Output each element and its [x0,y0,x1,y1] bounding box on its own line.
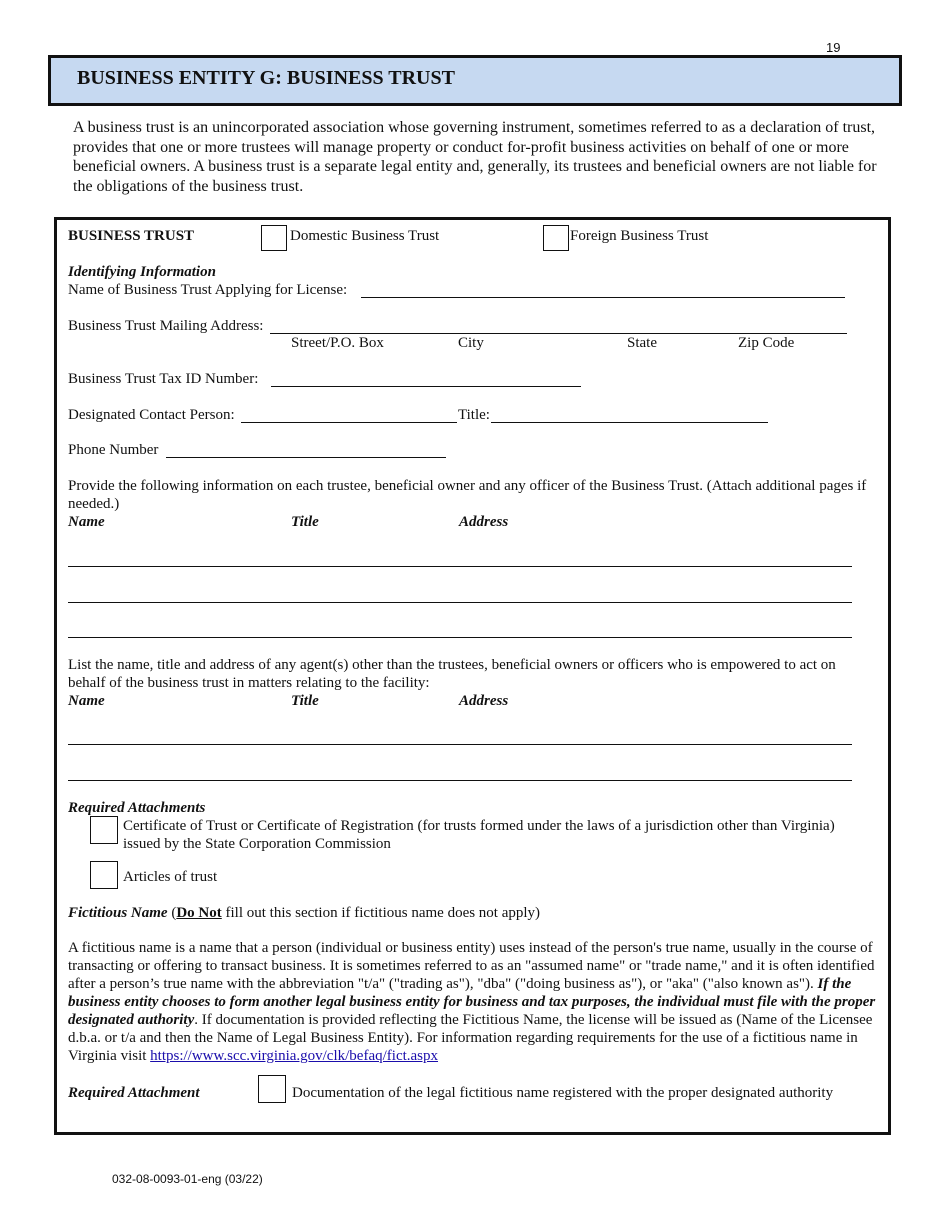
street-sublabel: Street/P.O. Box [291,335,384,351]
fictitious-documentation-checkbox[interactable] [258,1075,286,1103]
do-not-emphasis: Do Not [176,905,222,921]
fictitious-paren: ( [167,905,177,921]
phone-field[interactable] [166,457,446,458]
certificate-checkbox[interactable] [90,816,118,844]
trustee-title-header: Title [291,514,319,530]
trustee-entry-line[interactable] [68,566,852,567]
agent-entry-line[interactable] [68,780,852,781]
agent-title-header: Title [291,693,319,709]
state-sublabel: State [627,335,657,351]
required-attachments-heading: Required Attachments [68,800,206,816]
fictitious-note: fill out this section if fictitious name does not apply) [221,905,541,921]
form-code-footer: 032-08-0093-01-eng (03/22) [112,1172,263,1186]
trustee-entry-line[interactable] [68,637,852,638]
phone-label: Phone Number [68,442,159,458]
page-number: 19 [826,40,841,55]
identifying-heading: Identifying Information [68,264,216,280]
tax-id-label: Business Trust Tax ID Number: [68,371,259,387]
trustee-instructions: Provide the following information on each trustee, beneficial owner and any officer of the Business Trust. (Attach additional pages if needed.) [68,478,867,512]
city-sublabel: City [458,335,484,351]
contact-title-label: Title: [458,407,490,423]
trustee-entry-line[interactable] [68,602,852,603]
foreign-trust-label: Foreign Business Trust [570,228,709,244]
certificate-label: Certificate of Trust or Certificate of Registration (for trusts formed under the laws of a jurisdiction other than Virginia) issued by the State Corporation Commission [123,818,835,852]
agent-address-header: Address [459,693,509,709]
domestic-trust-checkbox[interactable] [261,225,287,251]
contact-person-field[interactable] [241,422,457,423]
articles-checkbox[interactable] [90,861,118,889]
agent-name-header: Name [68,693,105,709]
fictitious-heading: Fictitious Name [68,905,168,921]
trustee-address-header: Address [459,514,509,530]
zip-sublabel: Zip Code [738,335,795,351]
tax-id-field[interactable] [271,386,581,387]
fictitious-link[interactable]: https://www.scc.virginia.gov/clk/befaq/fict.aspx [150,1048,439,1064]
agent-instructions: List the name, title and address of any agent(s) other than the trustees, beneficial owners or officers who is empowered to act on behalf of the business trust in matters relating to the facility: [68,657,836,691]
contact-person-label: Designated Contact Person: [68,407,235,423]
fictitious-paragraph [68,939,883,1065]
business-trust-form [54,217,891,1135]
fictitious-text-1: A fictitious name is a name that a person (individual or business entity) uses instead of the person's true name, usually in the course of transacting or offering to transact business. It is sometimes referred to as an "assumed name" or "trade name," and it is often identified after a person’s true name with the abbreviation "t/a" ("trading as"), "dba" ("doing business as"), or "aka" ("also known as"). [68,940,875,992]
trustee-name-header: Name [68,514,105,530]
fictitious-documentation-label: Documentation of the legal fictitious name registered with the proper designated authority [292,1085,834,1101]
domestic-trust-label: Domestic Business Trust [290,228,440,244]
fictitious-text-2: . If documentation is provided reflecting the Fictitious Name, the license will be issued as (Name of the Licensee d.b.a. or t/a and then the Name of Legal Business Entity). For information regarding requirements for the use of a fictitious name in Virginia visit [68,1012,873,1064]
page-title: BUSINESS ENTITY G: BUSINESS TRUST [77,67,455,89]
contact-title-field[interactable] [491,422,768,423]
foreign-trust-checkbox[interactable] [543,225,569,251]
fictitious-heading-line [68,904,540,922]
trust-name-field[interactable] [361,297,845,298]
mailing-address-label: Business Trust Mailing Address: [68,318,264,334]
section-header [48,55,902,106]
fictitious-text-bold: If the business entity chooses to form another legal business entity for business and tax purposes, the individual must file with the proper designated authority [68,976,876,1028]
articles-label: Articles of trust [123,869,218,885]
agent-entry-line[interactable] [68,744,852,745]
required-attachment-label: Required Attachment [68,1085,200,1101]
intro-paragraph: A business trust is an unincorporated association whose governing instrument, sometimes referred to as a declaration of trust, provides that one or more trustees will manage property or conduct for-profit business activities on behalf of one or more beneficial owners. A business trust is a separate legal entity and, generally, its trustees and beneficial owners are not liable for the obligations of the business trust. [73,119,877,195]
trust-name-label: Name of Business Trust Applying for License: [68,282,348,298]
section-label: BUSINESS TRUST [68,228,195,244]
